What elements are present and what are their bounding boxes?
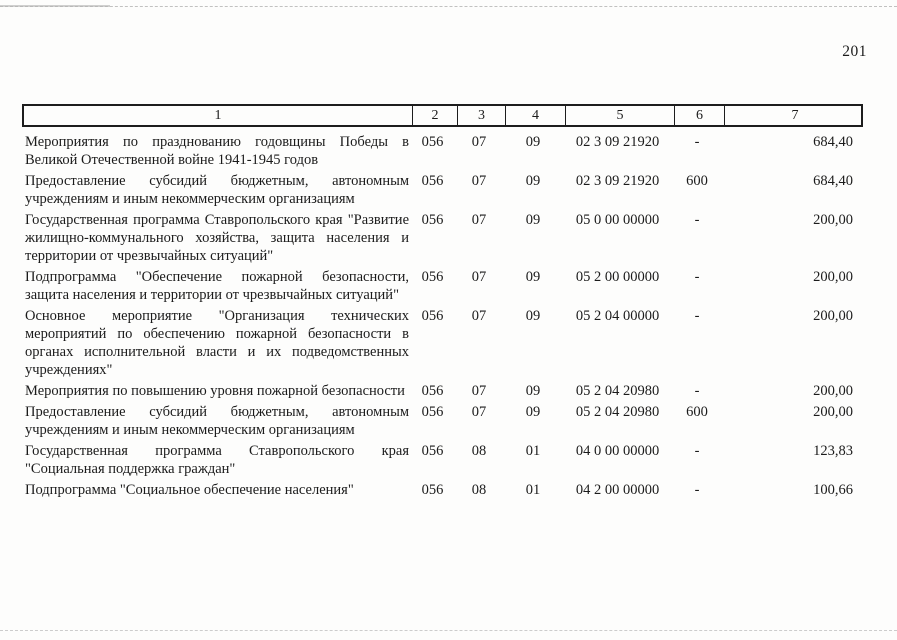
- table-row: [22, 481, 863, 499]
- row-value-cell-col6: -: [694, 212, 700, 228]
- scan-artifact-bottom-line: [0, 630, 897, 631]
- row-title-cell: Государственная программа Ставропольского края "Развитие жилищно-коммунального хозяйства, защита населения и территории от чрезвычайных ситуаций": [25, 212, 409, 264]
- row-value-cell-col6: 600: [686, 173, 708, 189]
- row-value-cell-col7: 200,00: [813, 308, 853, 324]
- table-row: [22, 442, 863, 478]
- row-title-cell: Предоставление субсидий бюджетным, автономным учреждениям и иным некоммерческим организациям: [25, 173, 409, 207]
- row-value-cell-col3: 07: [471, 404, 487, 420]
- row-title-cell: Мероприятия по повышению уровня пожарной безопасности: [25, 383, 405, 399]
- row-value-cell-col4: 09: [525, 269, 541, 285]
- row-value-cell-col3: 07: [471, 383, 487, 399]
- table-row: [22, 382, 863, 400]
- row-value-cell-col2: 056: [421, 212, 444, 228]
- row-value-cell-col7: 684,40: [813, 134, 853, 150]
- row-value-cell-col3: 08: [471, 443, 487, 459]
- row-title-cell: Предоставление субсидий бюджетным, автономным учреждениям и иным некоммерческим организациям: [25, 404, 409, 438]
- row-title-cell: Государственная программа Ставропольского края "Социальная поддержка граждан": [25, 443, 409, 477]
- row-value-cell-col3: 07: [471, 173, 487, 189]
- row-value-cell-col5: 05 2 04 20980: [575, 404, 660, 420]
- row-value-cell-col4: 09: [525, 383, 541, 399]
- row-value-cell-col2: 056: [421, 443, 444, 459]
- row-value-cell-col2: 056: [421, 404, 444, 420]
- table-row: [22, 268, 863, 304]
- row-value-cell-col3: 07: [471, 212, 487, 228]
- row-value-cell-col2: 056: [421, 173, 444, 189]
- row-value-cell-col5: 02 3 09 21920: [575, 173, 660, 189]
- row-value-cell-col4: 09: [525, 308, 541, 324]
- table-row: [22, 172, 863, 208]
- row-value-cell-col5: 02 3 09 21920: [575, 134, 660, 150]
- row-value-cell-col4: 01: [525, 482, 541, 498]
- row-value-cell-col7: 200,00: [813, 404, 853, 420]
- row-value-cell-col4: 09: [525, 134, 541, 150]
- row-value-cell-col2: 056: [421, 308, 444, 324]
- header-cell-col6: 6: [674, 106, 724, 125]
- row-title-cell: Подпрограмма "Обеспечение пожарной безопасности, защита населения и территории от чрезвычайных ситуаций": [25, 269, 409, 303]
- row-value-cell-col4: 09: [525, 404, 541, 420]
- row-value-cell-col6: -: [694, 134, 700, 150]
- row-value-cell-col3: 07: [471, 269, 487, 285]
- budget-allocations-table: [22, 104, 863, 502]
- row-value-cell-col2: 056: [421, 482, 444, 498]
- row-value-cell-col5: 05 2 04 00000: [575, 308, 660, 324]
- row-value-cell-col3: 08: [471, 482, 487, 498]
- row-value-cell-col6: -: [694, 443, 700, 459]
- header-cell-col5: 5: [565, 106, 674, 125]
- table-row: [22, 133, 863, 169]
- row-value-cell-col7: 200,00: [813, 383, 853, 399]
- row-value-cell-col3: 07: [471, 134, 487, 150]
- row-value-cell-col5: 05 2 04 20980: [575, 383, 660, 399]
- row-value-cell-col7: 123,83: [813, 443, 853, 459]
- header-cell-col3: 3: [457, 106, 505, 125]
- row-value-cell-col6: 600: [686, 404, 708, 420]
- row-value-cell-col2: 056: [421, 269, 444, 285]
- table-row: [22, 211, 863, 265]
- header-cell-col7: 7: [724, 106, 865, 125]
- table-row: [22, 307, 863, 379]
- table-header-row: [22, 104, 863, 127]
- row-value-cell-col5: 05 0 00 00000: [575, 212, 660, 228]
- header-cell-col4: 4: [505, 106, 565, 125]
- header-cell-col2: 2: [412, 106, 457, 125]
- row-value-cell-col5: 04 2 00 00000: [575, 482, 660, 498]
- row-value-cell-col6: -: [694, 482, 700, 498]
- row-value-cell-col4: 01: [525, 443, 541, 459]
- row-value-cell-col6: -: [694, 308, 700, 324]
- row-value-cell-col4: 09: [525, 173, 541, 189]
- row-value-cell-col7: 200,00: [813, 269, 853, 285]
- page-number: 201: [842, 43, 867, 60]
- row-value-cell-col5: 04 0 00 00000: [575, 443, 660, 459]
- table-body: [22, 133, 863, 499]
- row-value-cell-col7: 200,00: [813, 212, 853, 228]
- row-value-cell-col5: 05 2 00 00000: [575, 269, 660, 285]
- row-value-cell-col2: 056: [421, 134, 444, 150]
- row-title-cell: Основное мероприятие "Организация технических мероприятий по обеспечению пожарной безопасности в органах исполнительной власти и их подведомственных учреждениях": [25, 308, 409, 378]
- row-value-cell-col6: -: [694, 383, 700, 399]
- row-title-cell: Мероприятия по празднованию годовщины Победы в Великой Отечественной войне 1941-1945 годов: [25, 134, 409, 168]
- table-row: [22, 403, 863, 439]
- row-title-cell: Подпрограмма "Социальное обеспечение населения": [25, 482, 354, 498]
- header-cell-col1: 1: [214, 108, 222, 123]
- row-value-cell-col4: 09: [525, 212, 541, 228]
- row-value-cell-col7: 684,40: [813, 173, 853, 189]
- row-value-cell-col3: 07: [471, 308, 487, 324]
- row-value-cell-col2: 056: [421, 383, 444, 399]
- row-value-cell-col7: 100,66: [813, 482, 853, 498]
- row-value-cell-col6: -: [694, 269, 700, 285]
- scan-artifact-top-line: [0, 6, 897, 7]
